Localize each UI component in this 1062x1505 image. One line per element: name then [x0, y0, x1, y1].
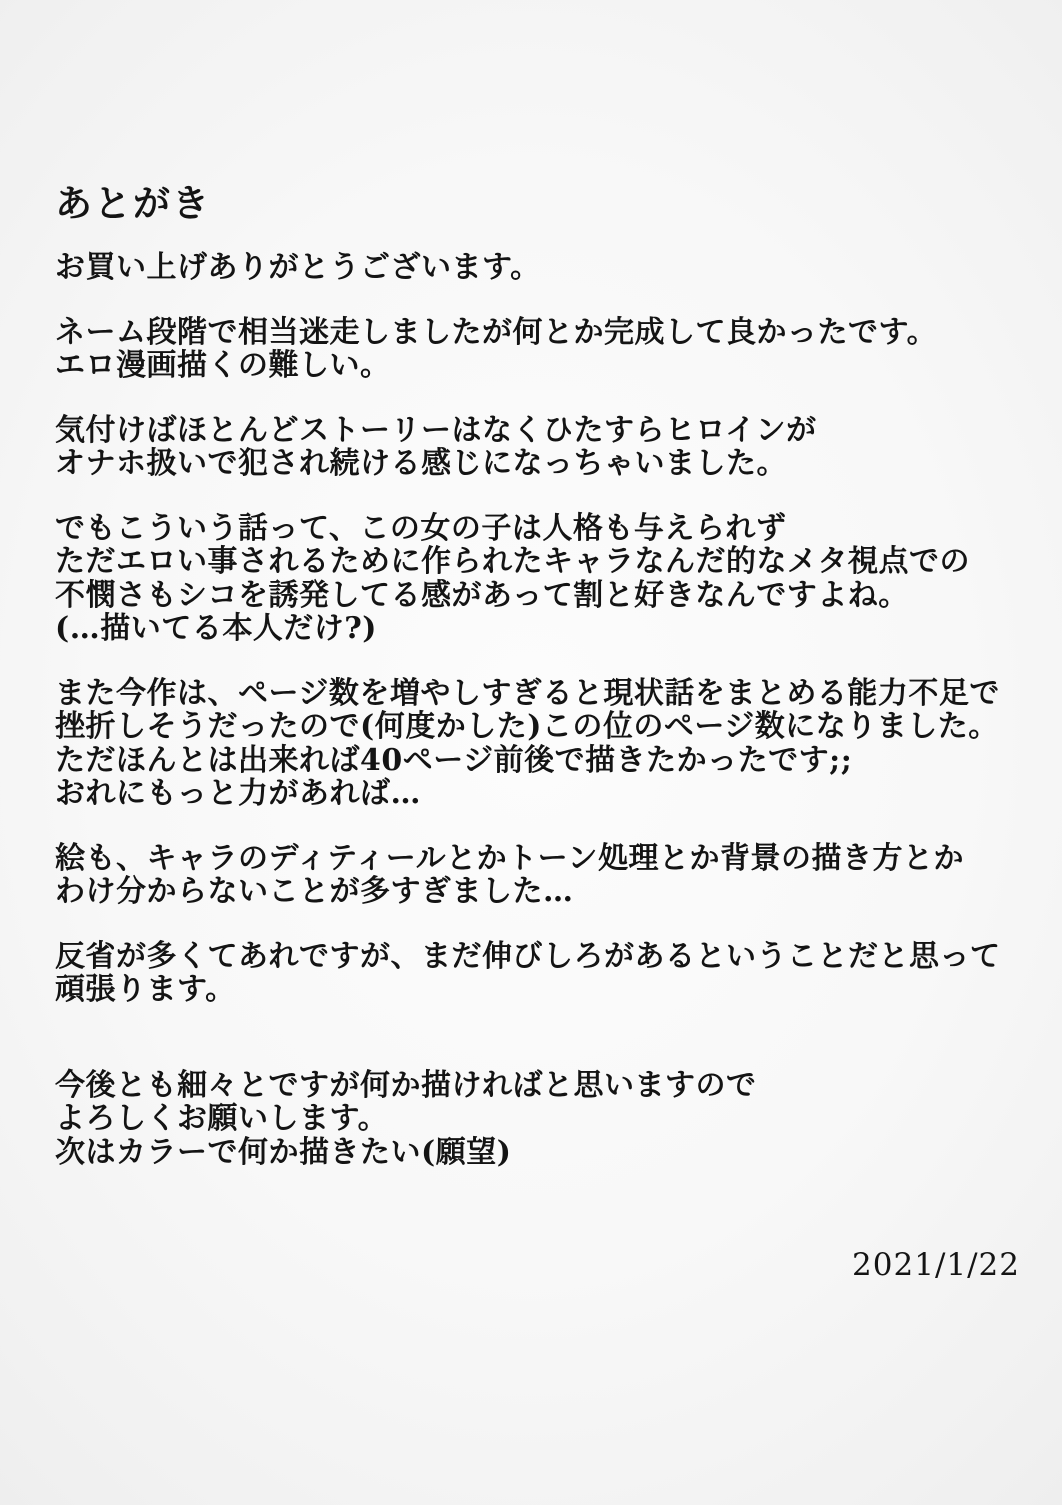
text-line: 絵も、キャラのディティールとかトーン処理とか背景の描き方とか	[55, 840, 964, 876]
text-line: でもこういう話って、この女の子は人格も与えられず	[55, 510, 787, 546]
text-line: オナホ扱いで犯され続ける感じになっちゃいました。	[55, 446, 787, 481]
text-line: お買い上げありがとうございます。	[55, 250, 541, 285]
date-stamp: 2021/1/22	[852, 1247, 1020, 1283]
text-line: 反省が多くてあれですが、まだ伸びしろがあるということだと思って	[55, 938, 1001, 974]
text-line: エロ漫画描くの難しい。	[55, 348, 391, 383]
afterword-content	[55, 0, 1026, 1200]
text-line: 今後とも細々とですが何か描ければと思いますので	[55, 1067, 757, 1103]
paragraph-art	[55, 842, 1026, 909]
text-line: おれにもっと力があれば…	[55, 776, 421, 811]
text-line: また今作は、ページ数を増やしすぎると現状話をまとめる能力不足で	[55, 675, 1000, 711]
text-line: 気付けばほとんどストーリーはなくひたすらヒロインが	[55, 412, 817, 448]
text-line: 頑張ります。	[55, 972, 236, 1007]
text-line: ただエロい事されるために作られたキャラなんだ的なメタ視点での	[55, 544, 970, 579]
text-line: (…描いてる本人だけ?)	[55, 611, 377, 646]
text-line: 不憫さもシコを誘発してる感があって割と好きなんですよね。	[55, 577, 909, 613]
paragraph-reflection	[55, 940, 1026, 1007]
text-line: ただほんとは出来れば40ページ前後で描きたかったです;;	[55, 742, 853, 778]
text-line: ネーム段階で相当迷走しましたが何とか完成して良かったです。	[55, 314, 938, 350]
text-line: 次はカラーで何か描きたい(願望)	[55, 1134, 512, 1170]
text-line: 挫折しそうだったので(何度かした)この位のページ数になりました。	[55, 709, 999, 744]
text-line: わけ分からないことが多すぎました…	[55, 874, 574, 909]
page-title: あとがき	[55, 181, 211, 225]
paragraph-page-count	[55, 677, 1026, 811]
paragraph-thanks	[55, 251, 1026, 285]
paragraph-story	[55, 414, 1026, 481]
paragraph-meta-view	[55, 512, 1026, 646]
paragraph-name-stage	[55, 316, 1026, 383]
text-line: よろしくお願いします。	[55, 1101, 389, 1136]
paragraph-closing	[55, 1069, 1026, 1170]
